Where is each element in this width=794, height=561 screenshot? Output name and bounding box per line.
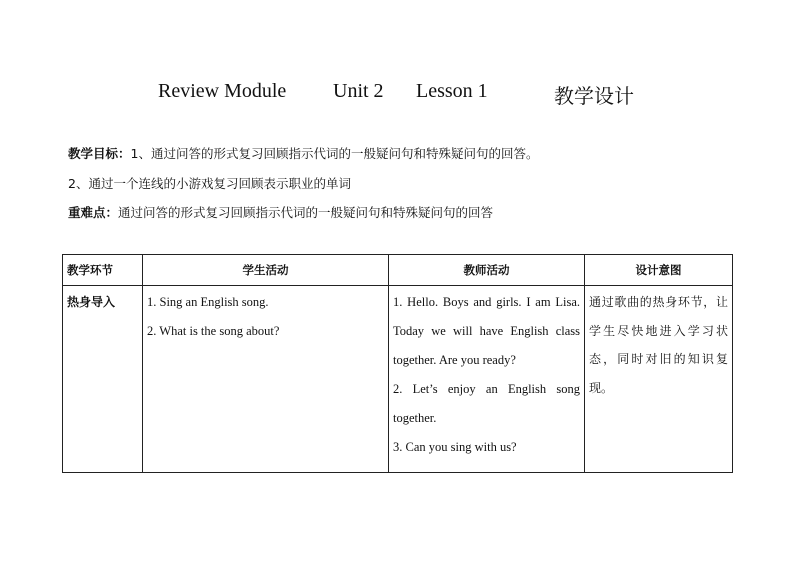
header-stage: 教学环节	[63, 255, 143, 286]
document-title	[0, 80, 794, 110]
objective-item-1: 1、通过问答的形式复习回顾指示代词的一般疑问句和特殊疑问句的回答。	[130, 146, 539, 161]
design-intent-text: 通过歌曲的热身环节，让学生尽快地进入学习状态，同时对旧的知识复现。	[589, 295, 728, 395]
key-points-text: 通过问答的形式复习回顾指示代词的一般疑问句和特殊疑问句的回答	[118, 205, 494, 220]
title-doc-type: 教学设计	[554, 86, 634, 108]
teacher-activity-item: 1. Hello. Boys and girls. I am Lisa. Today we will have English class together. Are you ready?	[393, 295, 580, 367]
cell-design-intent	[585, 286, 733, 473]
cell-teacher-activity	[389, 286, 585, 473]
objectives-label: 教学目标：	[68, 146, 131, 161]
title-lesson: Lesson 1	[416, 80, 488, 102]
key-points-label: 重难点：	[68, 205, 119, 220]
objective-line-2	[68, 174, 351, 192]
header-teacher-activity: 教师活动	[389, 255, 585, 286]
header-design-intent: 设计意图	[585, 255, 733, 286]
lesson-plan-table	[62, 254, 733, 473]
teacher-activity-item: 3. Can you sing with us?	[393, 440, 517, 454]
table-header-row	[63, 255, 733, 286]
header-student-activity: 学生活动	[143, 255, 389, 286]
stage-text: 热身导入	[67, 295, 116, 309]
title-unit: Unit 2	[333, 80, 384, 102]
student-activity-item: 2. What is the song about?	[147, 324, 280, 338]
teacher-activity-item: 2. Let’s enjoy an English song together.	[393, 382, 580, 425]
table-row	[63, 286, 733, 473]
cell-stage	[63, 286, 143, 473]
objective-item-2: 2、通过一个连线的小游戏复习回顾表示职业的单词	[68, 176, 351, 191]
title-module: Review Module	[158, 80, 287, 102]
key-points-line	[68, 203, 493, 221]
student-activity-item: 1. Sing an English song.	[147, 295, 269, 309]
objective-line-1	[68, 144, 538, 162]
cell-student-activity	[143, 286, 389, 473]
